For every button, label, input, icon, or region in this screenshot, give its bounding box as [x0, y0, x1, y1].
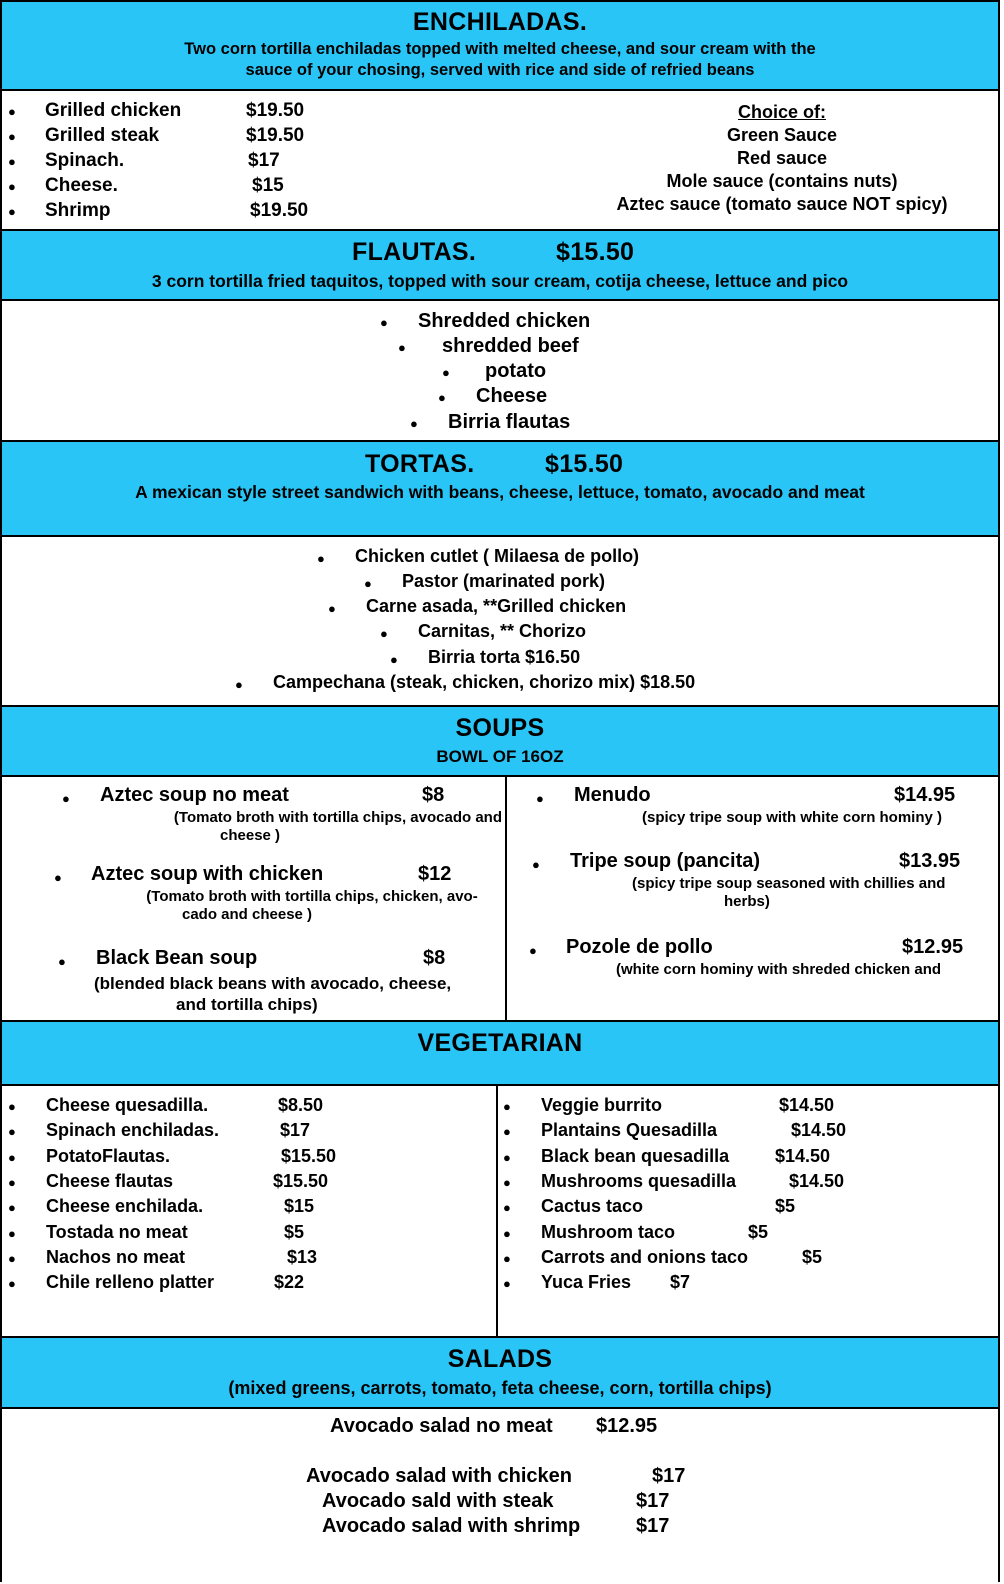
soup-desc-line: (blended black beans with avocado, cheese, — [94, 974, 452, 993]
vegetarian-item-price: $7 — [670, 1272, 691, 1293]
enchiladas-item-name: Grilled chicken — [45, 100, 182, 121]
choice-title: Choice of: — [738, 102, 826, 122]
vegetarian-item-price: $22 — [274, 1272, 305, 1293]
flautas-body — [2, 301, 998, 442]
bullet-icon: ● — [8, 1200, 16, 1216]
bullet-icon: ● — [503, 1124, 511, 1140]
vegetarian-item-name: Cheese enchilada. — [46, 1196, 204, 1217]
bullet-icon: ● — [8, 1250, 16, 1266]
bullet-icon: ● — [8, 179, 16, 194]
vegetarian-item-price: $13 — [287, 1246, 318, 1267]
vegetarian-item-name: Nachos no meat — [46, 1246, 186, 1267]
bullet-icon: ● — [442, 365, 450, 380]
soup-desc — [616, 961, 986, 979]
soup-desc — [642, 809, 982, 827]
soup-desc-line: cheese ) — [220, 827, 281, 844]
flautas-item-name: Cheese — [476, 385, 548, 407]
salad-price: $17 — [652, 1465, 686, 1487]
enchiladas-item-name: Grilled steak — [45, 125, 160, 146]
flautas-header — [2, 231, 998, 301]
soup-desc-line: (Tomato broth with tortilla chips, avocado and — [173, 809, 502, 826]
vegetarian-item-name: Spinach enchiladas. — [46, 1120, 220, 1141]
bullet-icon: ● — [410, 416, 418, 431]
salad-price: $17 — [636, 1515, 670, 1537]
soup-desc — [82, 973, 502, 1015]
bullet-icon: ● — [503, 1276, 511, 1292]
salads-body — [2, 1409, 998, 1582]
bullet-icon: ● — [536, 791, 544, 806]
flautas-desc: 3 corn tortilla fried taquitos, topped with sour cream, cotija cheese, lettuce and pico — [151, 271, 849, 291]
enchiladas-item-price: $19.50 — [250, 200, 309, 221]
tortas-item-name: Pastor (marinated pork) — [402, 571, 606, 591]
vegetarian-item-name: Tostada no meat — [46, 1221, 188, 1242]
bullet-icon: ● — [328, 601, 336, 616]
bullet-icon: ● — [503, 1250, 511, 1266]
bullet-icon: ● — [317, 551, 325, 566]
salad-price: $17 — [636, 1490, 670, 1512]
bullet-icon: ● — [503, 1225, 511, 1241]
enchiladas-item-price: $19.50 — [246, 125, 305, 146]
enchiladas-desc-line1: Two corn tortilla enchiladas topped with melted cheese, and sour cream with the — [184, 40, 816, 58]
tortas-price: $15.50 — [545, 450, 624, 478]
enchiladas-item-price: $17 — [248, 150, 280, 171]
vegetarian-item-price: $14.50 — [789, 1170, 845, 1191]
tortas-item-name: Campechana (steak, chicken, chorizo mix) $18.50 — [273, 672, 696, 692]
soup-price: $14.95 — [894, 784, 956, 806]
vegetarian-item-name: Mushroom taco — [541, 1221, 676, 1242]
soups-header — [2, 707, 998, 777]
vegetarian-item-price: $14.50 — [791, 1120, 847, 1141]
bullet-icon: ● — [8, 204, 16, 219]
vegetarian-item-name: Plantains Quesadilla — [541, 1120, 718, 1141]
bullet-icon: ● — [503, 1200, 511, 1216]
soup-price: $13.95 — [899, 850, 961, 872]
soup-price: $8 — [422, 784, 445, 806]
salads-title: SALADS — [447, 1345, 553, 1373]
enchiladas-item-price: $19.50 — [246, 100, 305, 121]
vegetarian-item-price: $14.50 — [779, 1095, 835, 1115]
soup-desc — [632, 875, 986, 911]
flautas-item-name: Shredded chicken — [418, 310, 591, 332]
bullet-icon: ● — [8, 154, 16, 169]
soup-price: $8 — [423, 947, 446, 969]
vegetarian-item-name: PotatoFlautas. — [46, 1145, 171, 1166]
enchiladas-desc-line2: sauce of your chosing, served with rice and side of refried beans — [245, 61, 755, 79]
vegetarian-divider — [496, 1086, 498, 1336]
tortas-header — [2, 442, 998, 537]
sauce-choices — [582, 101, 982, 216]
vegetarian-item-price: $5 — [284, 1221, 305, 1242]
soup-name: Tripe soup (pancita) — [570, 850, 761, 872]
soup-name: Black Bean soup — [96, 947, 258, 969]
soups-title: SOUPS — [455, 714, 545, 742]
soup-desc — [132, 809, 502, 845]
tortas-item-name: Birria torta $16.50 — [428, 647, 581, 667]
bullet-icon: ● — [62, 791, 70, 806]
enchiladas-header — [2, 2, 998, 91]
enchiladas-item-name: Cheese. — [45, 175, 118, 196]
enchiladas-title: ENCHILADAS. — [412, 8, 588, 36]
vegetarian-item-price: $17 — [280, 1120, 311, 1141]
flautas-item-name: Birria flautas — [448, 411, 571, 433]
soup-desc-line: (spicy tripe soup seasoned with chillies and — [632, 875, 946, 892]
soup-name: Aztec soup with chicken — [91, 863, 324, 885]
vegetarian-item-name: Veggie burrito — [541, 1095, 663, 1115]
salad-name: Avocado salad with shrimp — [322, 1515, 581, 1537]
choice-item: Mole sauce (contains nuts) — [666, 171, 898, 191]
choice-item: Green Sauce — [726, 125, 838, 145]
bullet-icon: ● — [8, 104, 16, 119]
bullet-icon: ● — [8, 1099, 16, 1114]
choice-item: Red sauce — [736, 148, 828, 168]
vegetarian-item-price: $5 — [775, 1196, 796, 1217]
enchiladas-item-name: Shrimp — [45, 200, 111, 221]
soup-price: $12 — [418, 863, 452, 885]
soup-desc-line: (Tomato broth with tortilla chips, chicken, avo- — [146, 888, 478, 905]
vegetarian-item-name: Black bean quesadilla — [541, 1145, 730, 1166]
salad-name: Avocado sald with steak — [322, 1490, 554, 1512]
tortas-item-name: Carnitas, ** Chorizo — [418, 621, 587, 641]
soup-desc-line: (white corn hominy with shreded chicken and — [616, 961, 942, 978]
vegetarian-item-name: Cheese quesadilla. — [46, 1095, 209, 1115]
soup-name: Pozole de pollo — [566, 936, 713, 958]
bullet-icon: ● — [503, 1099, 511, 1114]
soups-body — [2, 777, 998, 1022]
enchiladas-item-price: $15 — [252, 175, 284, 196]
flautas-item-name: shredded beef — [442, 335, 579, 357]
enchiladas-body — [2, 91, 998, 231]
bullet-icon: ● — [390, 652, 398, 667]
vegetarian-body — [2, 1086, 998, 1338]
vegetarian-item-price: $14.50 — [775, 1145, 831, 1166]
vegetarian-item-name: Cactus taco — [541, 1196, 644, 1217]
soup-name: Aztec soup no meat — [100, 784, 289, 806]
vegetarian-item-price: $15 — [284, 1196, 315, 1217]
salad-name: Avocado salad with chicken — [306, 1465, 573, 1487]
soup-desc-line: cado and cheese ) — [182, 906, 313, 923]
soup-desc-line: and tortilla chips) — [176, 995, 318, 1014]
soups-divider — [505, 777, 507, 1020]
bullet-icon: ● — [364, 576, 372, 591]
bullet-icon: ● — [503, 1174, 511, 1190]
soup-desc — [122, 888, 502, 924]
vegetarian-item-name: Mushrooms quesadilla — [541, 1170, 737, 1191]
soup-desc-line: (spicy tripe soup with white corn hominy ) — [642, 809, 943, 826]
vegetarian-title: VEGETARIAN — [417, 1029, 583, 1057]
bullet-icon: ● — [380, 315, 388, 330]
bullet-icon: ● — [380, 626, 388, 641]
bullet-icon: ● — [438, 390, 446, 405]
bullet-icon: ● — [8, 1149, 16, 1165]
bullet-icon: ● — [54, 870, 62, 885]
soups-subtitle: BOWL OF 16OZ — [436, 747, 564, 766]
bullet-icon: ● — [8, 1174, 16, 1190]
salad-price: $12.95 — [596, 1415, 658, 1437]
bullet-icon: ● — [8, 1124, 16, 1140]
tortas-body — [2, 537, 998, 707]
tortas-item-name: Chicken cutlet ( Milaesa de pollo) — [355, 546, 640, 566]
salads-subtitle: (mixed greens, carrots, tomato, feta cheese, corn, tortilla chips) — [228, 1378, 772, 1398]
vegetarian-item-price: $5 — [802, 1246, 823, 1267]
vegetarian-item-name: Cheese flautas — [46, 1170, 174, 1191]
salad-name: Avocado salad no meat — [330, 1415, 553, 1437]
vegetarian-item-name: Carrots and onions taco — [541, 1246, 749, 1267]
bullet-icon: ● — [8, 129, 16, 144]
bullet-icon: ● — [503, 1149, 511, 1165]
salads-header — [2, 1338, 998, 1409]
vegetarian-item-price: $8.50 — [278, 1095, 324, 1115]
vegetarian-item-price: $5 — [748, 1221, 769, 1242]
soup-name: Menudo — [574, 784, 651, 806]
flautas-item-name: potato — [485, 360, 547, 382]
soup-desc-line: herbs) — [724, 893, 770, 910]
bullet-icon: ● — [235, 677, 243, 692]
flautas-title: FLAUTAS. — [352, 238, 477, 266]
tortas-item-name: Carne asada, **Grilled chicken — [366, 596, 627, 616]
flautas-price: $15.50 — [556, 238, 635, 266]
vegetarian-item-price: $15.50 — [273, 1170, 329, 1191]
tortas-title: TORTAS. — [365, 450, 475, 478]
bullet-icon: ● — [529, 943, 537, 958]
tortas-desc: A mexican style street sandwich with beans, cheese, lettuce, tomato, avocado and meat — [135, 482, 865, 502]
bullet-icon: ● — [532, 857, 540, 872]
bullet-icon: ● — [58, 954, 66, 969]
vegetarian-item-name: Yuca Fries — [541, 1272, 632, 1293]
bullet-icon: ● — [8, 1276, 16, 1292]
enchiladas-item-name: Spinach. — [45, 150, 125, 171]
vegetarian-item-price: $15.50 — [281, 1145, 337, 1166]
vegetarian-header — [2, 1022, 998, 1086]
vegetarian-item-name: Chile relleno platter — [46, 1272, 215, 1293]
choice-item: Aztec sauce (tomato sauce NOT spicy) — [616, 194, 948, 214]
bullet-icon: ● — [8, 1225, 16, 1241]
bullet-icon: ● — [398, 340, 406, 355]
soup-price: $12.95 — [902, 936, 964, 958]
